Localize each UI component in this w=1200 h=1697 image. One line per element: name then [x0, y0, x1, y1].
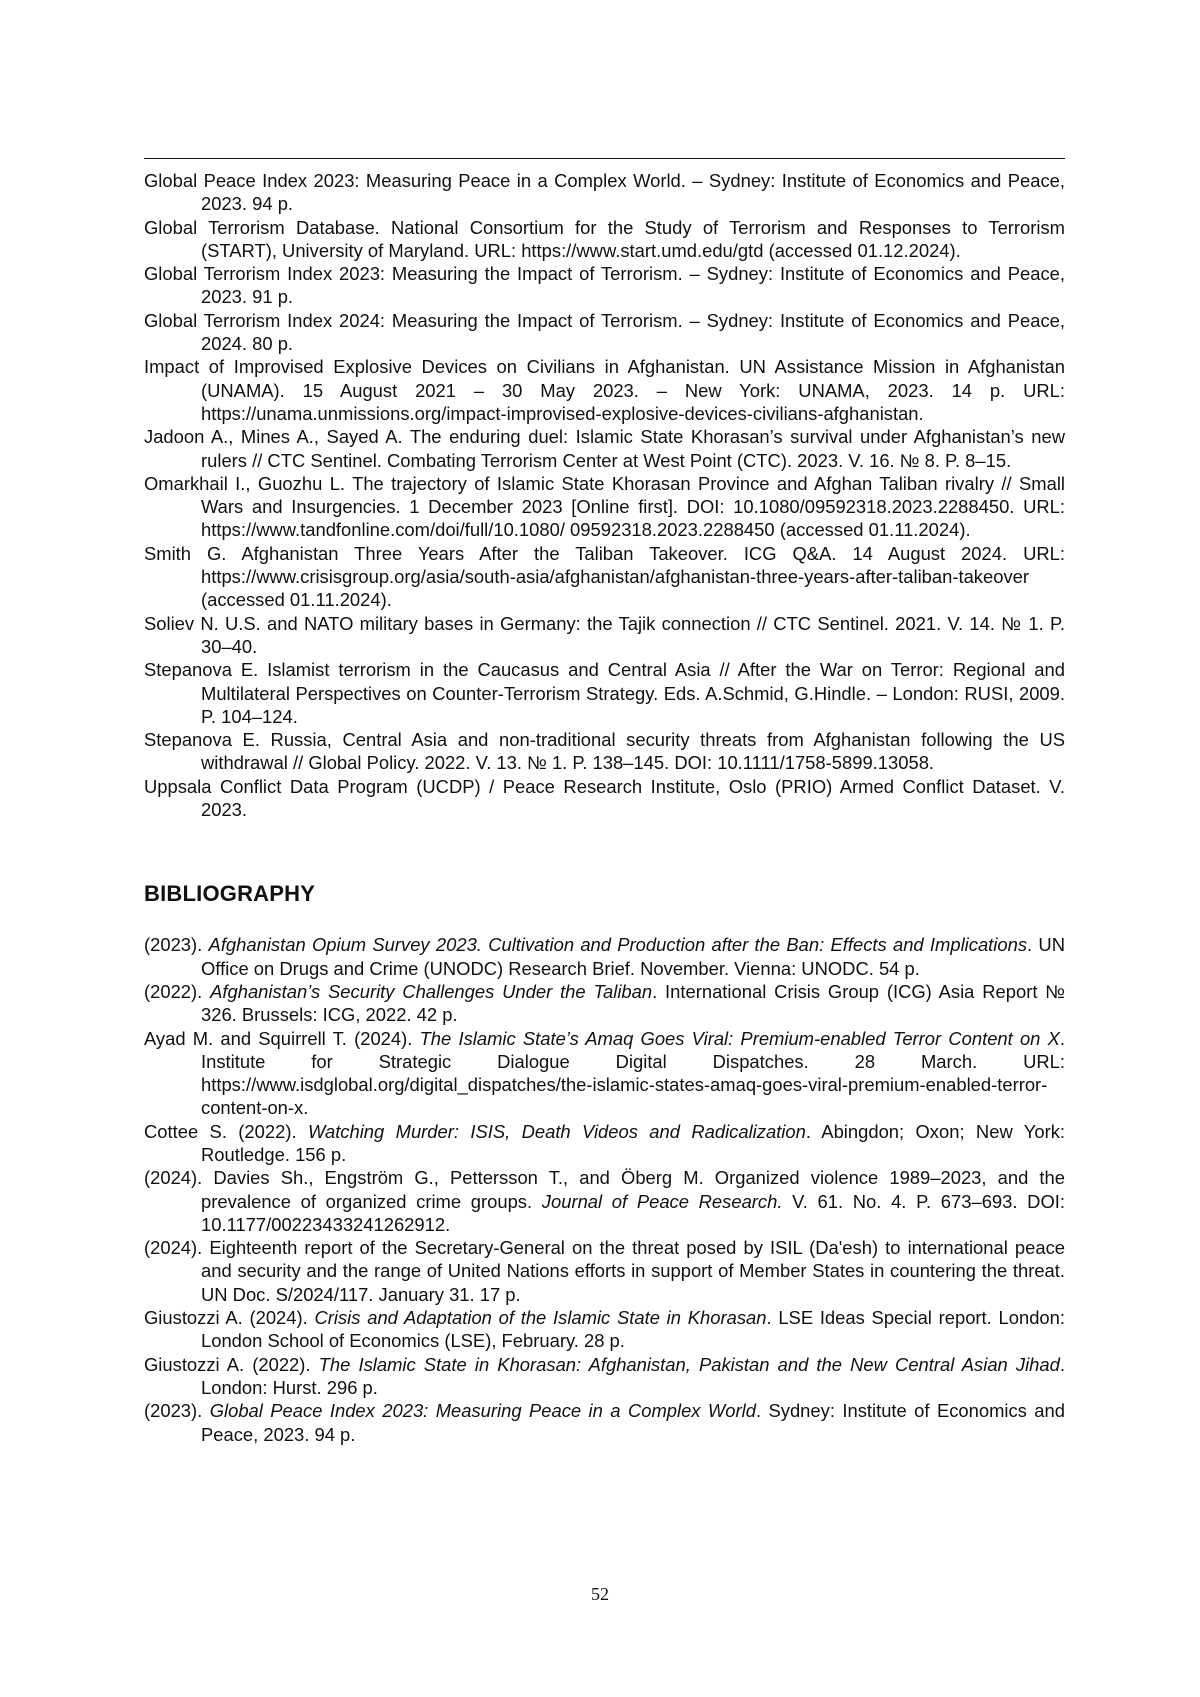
- bibliography-item-title: Global Peace Index 2023: Measuring Peace in a Complex World: [209, 1400, 756, 1422]
- bibliography-item: [144, 1306, 1065, 1353]
- bibliography-item-tail: . Sydney: Institute of Economics and Peace, 2023. 94 p.: [201, 1400, 1065, 1445]
- bibliography-item: [144, 980, 1065, 1027]
- bibliography-item-tail: . LSE Ideas Special report. London: London School of Economics (LSE), February. 28 p.: [201, 1307, 1065, 1352]
- bibliography-item-title: Afghanistan’s Security Challenges Under the Taliban: [210, 980, 653, 1002]
- bibliography-item: [144, 1399, 1065, 1446]
- reference-item: Smith G. Afghanistan Three Years After the Taliban Takeover. ICG Q&A. 14 August 2024. URL: https://www.crisisgroup.org/asia/south-asia/afghanistan/afghanistan-three-years-after-taliban-takeover (accessed 01.11.2024).: [144, 542, 1065, 611]
- bibliography-item-lead: (2024). Davies Sh., Engström G., Pettersson T., and Öberg M. Organized violence 1989–2023, and the prevalence of organized crime groups.: [144, 1167, 1065, 1212]
- reference-item: Jadoon A., Mines A., Sayed A. The enduring duel: Islamic State Khorasan’s survival under Afghanistan’s new rulers // CTC Sentinel. Combating Terrorism Center at West Point (CTC). 2023. V. 16. № 8. P. 8–15.: [144, 426, 1065, 471]
- bibliography-item-lead: (2023).: [144, 1400, 210, 1422]
- bibliography-item: [144, 1236, 1065, 1306]
- bibliography-item-lead: Ayad M. and Squirrell T. (2024).: [144, 1027, 420, 1049]
- top-rule: [144, 158, 1065, 159]
- reference-item: Impact of Improvised Explosive Devices on Civilians in Afghanistan. UN Assistance Mission in Afghanistan (UNAMA). 15 August 2021 – 30 May 2023. – New York: UNAMA, 2023. 14 p. URL: https://unama.unmissions.org/impact-improvised-explosive-devices-civilians-afghanistan.: [144, 356, 1065, 424]
- bibliography-item-title: The Islamic State’s Amaq Goes Viral: Premium-enabled Terror Content on X: [419, 1027, 1060, 1049]
- bibliography-item: [144, 933, 1065, 980]
- bibliography-item-tail: . Institute for Strategic Dialogue Digital Dispatches. 28 March. URL: https://www.isdglobal.org/digital_dispatches/the-islamic-states-amaq-goes-viral-premium-enabled-terror-content-on-x.: [201, 1027, 1065, 1119]
- bibliography-item-tail: . UN Office on Drugs and Crime (UNODC) Research Brief. November. Vienna: UNODC. 54 p.: [201, 934, 1065, 979]
- bibliography-list: [144, 933, 1065, 1446]
- bibliography-item: [144, 1166, 1065, 1236]
- reference-item: Uppsala Conflict Data Program (UCDP) / Peace Research Institute, Oslo (PRIO) Armed Conflict Dataset. V. 2023.: [144, 775, 1065, 821]
- page-content: [144, 158, 1065, 1446]
- bibliography-item-lead: Giustozzi A. (2022).: [144, 1353, 319, 1375]
- bibliography-item-title: Watching Murder: ISIS, Death Videos and Radicalization: [307, 1120, 806, 1142]
- bibliography-item-title: Afghanistan Opium Survey 2023. Cultivation and Production after the Ban: Effects and Implications: [208, 934, 1028, 956]
- bibliography-item-title: The Islamic State in Khorasan: Afghanistan, Pakistan and the New Central Asian Jihad: [318, 1353, 1060, 1375]
- bibliography-item-tail: . London: Hurst. 296 p.: [201, 1353, 1065, 1398]
- bibliography-item-title: Journal of Peace Research.: [541, 1190, 783, 1212]
- bibliography-item-tail: V. 61. No. 4. P. 673–693. DOI: 10.1177/00223433241262912.: [201, 1190, 1065, 1235]
- bibliography-item: [144, 1027, 1065, 1120]
- reference-item: Soliev N. U.S. and NATO military bases in Germany: the Tajik connection // CTC Sentinel. 2021. V. 14. № 1. P. 30–40.: [144, 612, 1065, 657]
- reference-item: Omarkhail I., Guozhu L. The trajectory of Islamic State Khorasan Province and Afghan Taliban rivalry // Small Wars and Insurgencies. 1 December 2023 [Online first]. DOI: 10.1080/09592318.2023.2288450. URL: https://www.tandfonline.com/doi/full/10.1080/ 09592318.2023.2288450 (accessed 01.11.2024).: [144, 472, 1065, 541]
- bibliography-item-tail: . International Crisis Group (ICG) Asia Report № 326. Brussels: ICG, 2022. 42 p.: [201, 980, 1065, 1026]
- bibliography-item-tail: . Abingdon; Oxon; New York: Routledge. 156 p.: [201, 1120, 1065, 1165]
- bibliography-item-lead: (2024). Eighteenth report of the Secretary-General on the threat posed by ISIL (Da'esh) to international peace and security and the range of United Nations efforts in support of Member States in countering the threat. UN Doc. S/2024/117. January 31. 17 p.: [144, 1237, 1065, 1305]
- reference-item: Stepanova E. Islamist terrorism in the Caucasus and Central Asia // After the War on Terror: Regional and Multilateral Perspectives on Counter-Terrorism Strategy. Eds. A.Schmid, G.Hindle. – London: RUSI, 2009. P. 104–124.: [144, 659, 1065, 727]
- reference-list: [144, 169, 1065, 821]
- page-number: 52: [591, 1584, 609, 1604]
- bibliography-item: [144, 1120, 1065, 1167]
- reference-item: Stepanova E. Russia, Central Asia and non-traditional security threats from Afghanistan following the US withdrawal // Global Policy. 2022. V. 13. № 1. P. 138–145. DOI: 10.1111/1758-5899.13058.: [144, 729, 1065, 774]
- reference-item: Global Terrorism Index 2024: Measuring the Impact of Terrorism. – Sydney: Institute of Economics and Peace, 2024. 80 p.: [144, 309, 1065, 355]
- bibliography-item-title: Crisis and Adaptation of the Islamic State in Khorasan: [314, 1307, 767, 1329]
- bibliography-item-lead: Giustozzi A. (2024).: [144, 1307, 315, 1329]
- reference-item: Global Terrorism Index 2023: Measuring the Impact of Terrorism. – Sydney: Institute of Economics and Peace, 2023. 91 p.: [144, 263, 1065, 308]
- bibliography-item: [144, 1353, 1065, 1400]
- bibliography-item-lead: (2022).: [144, 980, 211, 1002]
- bibliography-item-lead: Cottee S. (2022).: [144, 1120, 308, 1142]
- bibliography-heading: BIBLIOGRAPHY: [144, 881, 316, 907]
- reference-item: Global Peace Index 2023: Measuring Peace in a Complex World. – Sydney: Institute of Economics and Peace, 2023. 94 p.: [144, 170, 1065, 215]
- reference-item: Global Terrorism Database. National Consortium for the Study of Terrorism and Responses to Terrorism (START), University of Maryland. URL: https://www.start.umd.edu/gtd (accessed 01.12.2024).: [144, 216, 1065, 261]
- bibliography-item-lead: (2023).: [144, 934, 209, 956]
